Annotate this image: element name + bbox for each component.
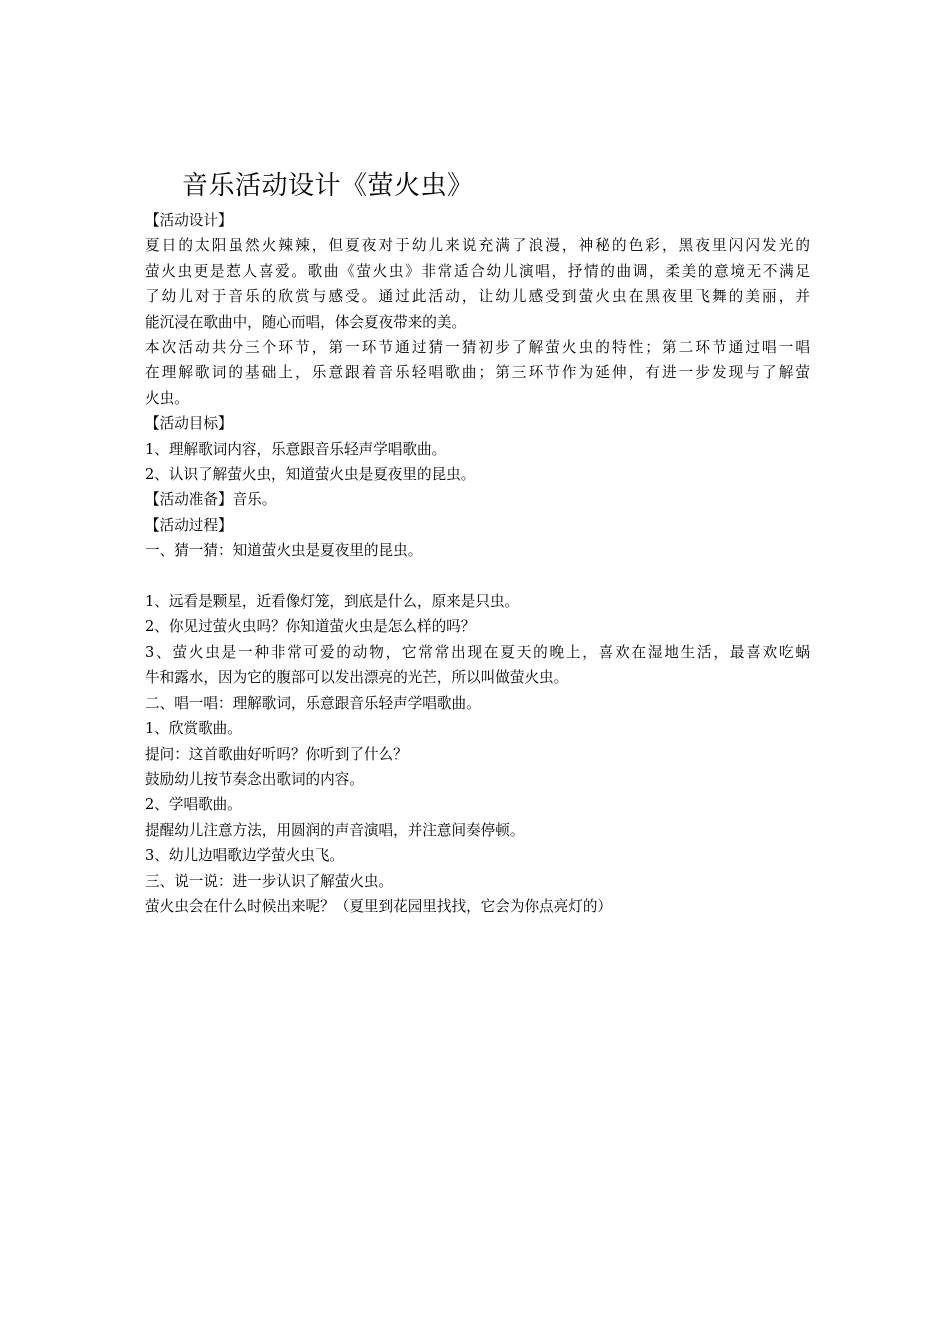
list-item: 2、你见过萤火虫吗？你知道萤火虫是怎么样的吗？: [145, 618, 476, 636]
paragraph-line: 萤火虫会在什么时候出来呢？（夏里到花园里找找，它会为你点亮灯的）: [145, 897, 613, 915]
step-heading: 二、唱一唱：理解歌词，乐意跟音乐轻声学唱歌曲。: [145, 694, 481, 712]
list-item: 3、萤火虫是一种非常可爱的动物，它常常出现在夏天的晚上，喜欢在湿地生活，最喜欢吃蜗: [145, 643, 810, 661]
section-heading-process: 【活动过程】: [145, 516, 233, 534]
paragraph-line: 鼓励幼儿按节奏念出歌词的内容。: [145, 770, 364, 788]
paragraph-line: 萤火虫更是惹人喜爱。歌曲《萤火虫》非常适合幼儿演唱，抒情的曲调，柔美的意境无不满足: [145, 262, 810, 280]
paragraph-line: 能沉浸在歌曲中，随心而唱，体会夏夜带来的美。: [145, 313, 467, 331]
section-heading-design: 【活动设计】: [145, 212, 233, 229]
paragraph-line: 在理解歌词的基础上，乐意跟着音乐轻唱歌曲；第三环节作为延伸，有进一步发现与了解萤: [145, 364, 810, 382]
paragraph-line: 火虫。: [145, 389, 189, 407]
section-heading-prep: 【活动准备】音乐。: [145, 491, 277, 509]
document-title: 音乐活动设计《萤火虫》: [182, 171, 474, 201]
paragraph-line: 提问：这首歌曲好听吗？你听到了什么？: [145, 745, 408, 763]
step-heading: 三、说一说：进一步认识了解萤火虫。: [145, 872, 394, 890]
paragraph-line: 了幼儿对于音乐的欣赏与感受。通过此活动，让幼儿感受到萤火虫在黑夜里飞舞的美丽，并: [145, 288, 810, 306]
list-item: 2、学唱歌曲。: [145, 796, 242, 814]
list-item: 1、远看是颗星，近看像灯笼，到底是什么，原来是只虫。: [145, 593, 520, 611]
list-item: 2、认识了解萤火虫，知道萤火虫是夏夜里的昆虫。: [145, 466, 476, 484]
paragraph-line: 提醒幼儿注意方法，用圆润的声音演唱，并注意间奏停顿。: [145, 821, 525, 839]
list-item: 1、欣赏歌曲。: [145, 720, 242, 738]
list-item: 1、理解歌词内容，乐意跟音乐轻声学唱歌曲。: [145, 440, 447, 458]
paragraph-line: 本次活动共分三个环节，第一环节通过猜一猜初步了解萤火虫的特性；第二环节通过唱一唱: [145, 339, 810, 357]
document-body: [145, 208, 810, 919]
section-heading-goal: 【活动目标】: [145, 415, 233, 433]
blank-line: [145, 564, 810, 589]
list-item: 牛和露水，因为它的腹部可以发出漂亮的光芒，所以叫做萤火虫。: [145, 669, 569, 687]
step-heading: 一、猜一猜：知道萤火虫是夏夜里的昆虫。: [145, 542, 423, 560]
list-item: 3、幼儿边唱歌边学萤火虫飞。: [145, 847, 345, 865]
paragraph-line: 夏日的太阳虽然火辣辣，但夏夜对于幼儿来说充满了浪漫，神秘的色彩，黑夜里闪闪发光的: [145, 237, 810, 255]
